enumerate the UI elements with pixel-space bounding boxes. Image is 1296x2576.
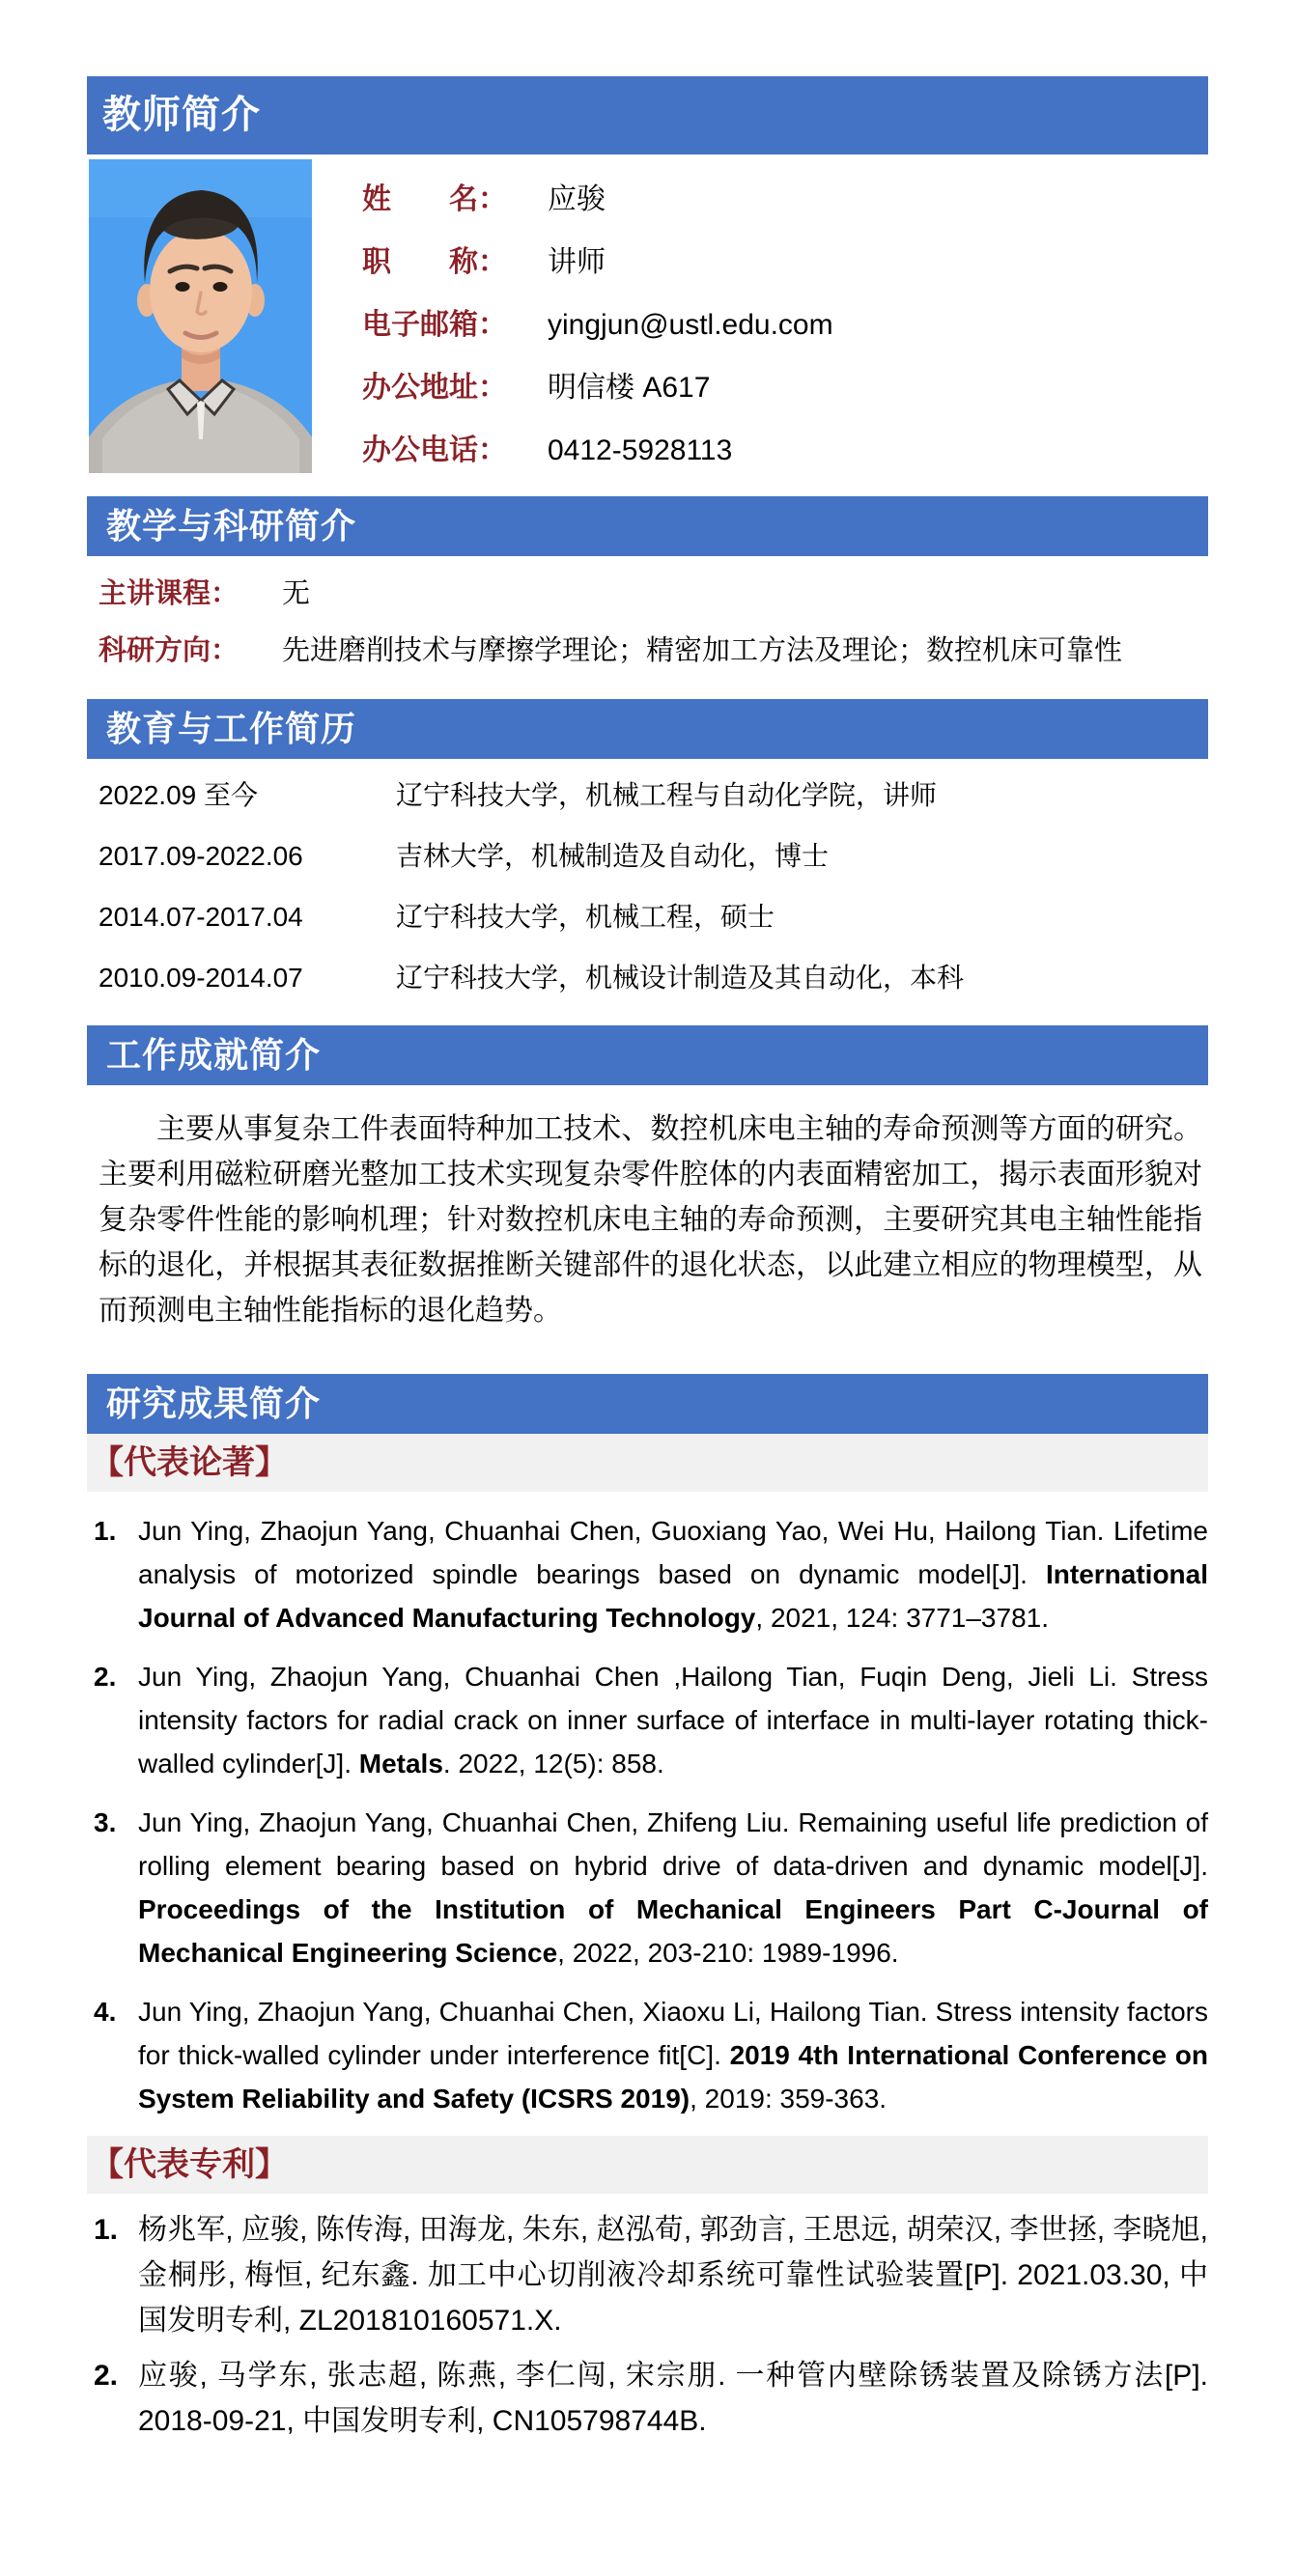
publication-item [87,1801,1208,1974]
publication-text: Jun Ying, Zhaojun Yang, Chuanhai Chen, Zhifeng Liu. Remaining useful life prediction of rolling element bearing based on hybrid drive of data-driven and dynamic model[J]. [138,1807,1208,1881]
field-value: 明信楼 A617 [548,372,711,404]
item-number: 2. [94,2360,119,2392]
subheader-representative-patents: 【代表专利】 [87,2136,1208,2194]
profile-section [87,159,1208,489]
publication-item [87,1509,1208,1639]
item-number: 3. [94,1807,117,1837]
education-row [99,900,1208,935]
education-period: 2014.07-2017.04 [99,902,303,932]
item-number: 1. [94,2214,119,2246]
profile-field-title [362,238,833,278]
row-label: 科研方向： [99,635,239,666]
education-row [99,778,1208,813]
publication-text: , 2022, 203-210: 1989-1996. [557,1938,899,1968]
patent-item [87,2353,1208,2444]
education-period: 2017.09-2022.06 [99,841,303,871]
patent-text: 应骏, 马学东, 张志超, 陈燕, 李仁闯, 宋宗朋. 一种管内壁除锈装置及除锈方法[P]. 2018-09-21, 中国发明专利, CN105798744B. [138,2360,1208,2437]
field-value: 应骏 [548,183,606,215]
field-label: 办公地址： [362,372,507,404]
profile-field-email [362,300,833,341]
row-label: 主讲课程： [99,578,239,609]
item-number: 2. [94,1662,117,1692]
item-number: 4. [94,1997,117,2027]
achievements-paragraph: 主要从事复杂工件表面特种加工技术、数控机床电主轴的寿命预测等方面的研究。主要利用磁粒研磨光整加工技术实现复杂零件腔体的内表面精密加工，揭示表面形貌对复杂零件性能的影响机理；针对数控机床电主轴的寿命预测，主要研究其电主轴性能指标的退化，并根据其表征数据推断关键部件的退化状态，以此建立相应的物理模型，从而预测电主轴性能指标的退化趋势。 [99,1113,1202,1327]
subheader-representative-publications: 【代表论著】 [87,1434,1208,1492]
patent-list [87,2207,1208,2444]
publication-item [87,1655,1208,1785]
education-detail: 辽宁科技大学，机械设计制造及其自动化，本科 [396,963,965,993]
education-period: 2010.09-2014.07 [99,963,303,993]
profile-field-name [362,175,833,215]
education-detail: 辽宁科技大学，机械工程与自动化学院，讲师 [396,780,938,810]
section-banner-research-results: 研究成果简介 [87,1374,1208,1434]
publication-venue: International Journal of Advanced Manufacturing Technology [138,1559,1208,1633]
row-value: 无 [282,578,311,609]
publication-text: Jun Ying, Zhaojun Yang, Chuanhai Chen, Xiaoxu Li, Hailong Tian. Stress intensity factors for thick-walled cylinder under interference fit[C]. [138,1997,1208,2070]
field-value: 0412-5928113 [548,434,733,466]
teaching-row-research-directions [99,629,1208,668]
field-label: 姓 名： [362,183,507,215]
patent-item [87,2207,1208,2343]
field-label: 职 称： [362,246,507,278]
field-label: 电子邮箱： [362,309,507,341]
section-banner-teaching-research: 教学与科研简介 [87,496,1208,556]
publication-text: . 2022, 12(5): 858. [442,1749,664,1778]
publication-list [87,1509,1208,2120]
education-row [99,839,1208,874]
publication-venue: Proceedings of the Institution of Mechanical Engineers Part C-Journal of Mechanical Engineering Science [138,1894,1208,1968]
teaching-row-courses [99,572,1208,611]
row-value: 先进磨削技术与摩擦学理论；精密加工方法及理论；数控机床可靠性 [282,635,1123,666]
teaching-section [87,556,1208,699]
education-period: 2022.09 至今 [99,780,258,810]
publication-text: , 2021, 124: 3771–3781. [755,1603,1050,1633]
publication-item [87,1990,1208,2120]
field-value: 讲师 [548,246,606,278]
profile-field-office-address [362,363,833,404]
publication-text: , 2019: 359-363. [690,2084,887,2114]
publication-text: Jun Ying, Zhaojun Yang, Chuanhai Chen ,Hailong Tian, Fuqin Deng, Jieli Li. Stress intensity factors for radial crack on inner surface of interface in multi-layer rotating thick-walled cylinder[J]. [138,1662,1208,1778]
education-section [87,759,1208,1025]
publication-venue: Metals [358,1749,443,1778]
education-detail: 吉林大学，机械制造及自动化，博士 [396,841,830,871]
education-row [99,961,1208,995]
section-banner-teacher-intro: 教师简介 [87,76,1208,154]
profile-field-office-phone [362,426,833,466]
teacher-photo [89,159,312,473]
publication-text: Jun Ying, Zhaojun Yang, Chuanhai Chen, Guoxiang Yao, Wei Hu, Hailong Tian. Lifetime analysis of motorized spindle bearings based on dynamic model[J]. [138,1516,1208,1589]
section-banner-education-work: 教育与工作简历 [87,699,1208,759]
field-label: 办公电话： [362,434,507,466]
education-detail: 辽宁科技大学，机械工程，硕士 [396,902,775,932]
field-value: yingjun@ustl.edu.com [548,309,833,341]
item-number: 1. [94,1516,117,1546]
teacher-profile-page [87,76,1208,2444]
portrait-illustration [89,159,312,473]
profile-info [312,159,833,489]
publication-venue: 2019 4th International Conference on System Reliability and Safety (ICSRS 2019) [138,2040,1209,2114]
patent-text: 杨兆军, 应骏, 陈传海, 田海龙, 朱东, 赵泓荀, 郭劲言, 王思远, 胡荣汉, 李世拯, 李晓旭, 金桐彤, 梅恒, 纪东鑫. 加工中心切削液冷却系统可靠性试验装置[P]. 2021.03.30, 中国发明专利, ZL201810160571.X. [138,2214,1208,2337]
section-banner-achievements: 工作成就简介 [87,1025,1208,1085]
